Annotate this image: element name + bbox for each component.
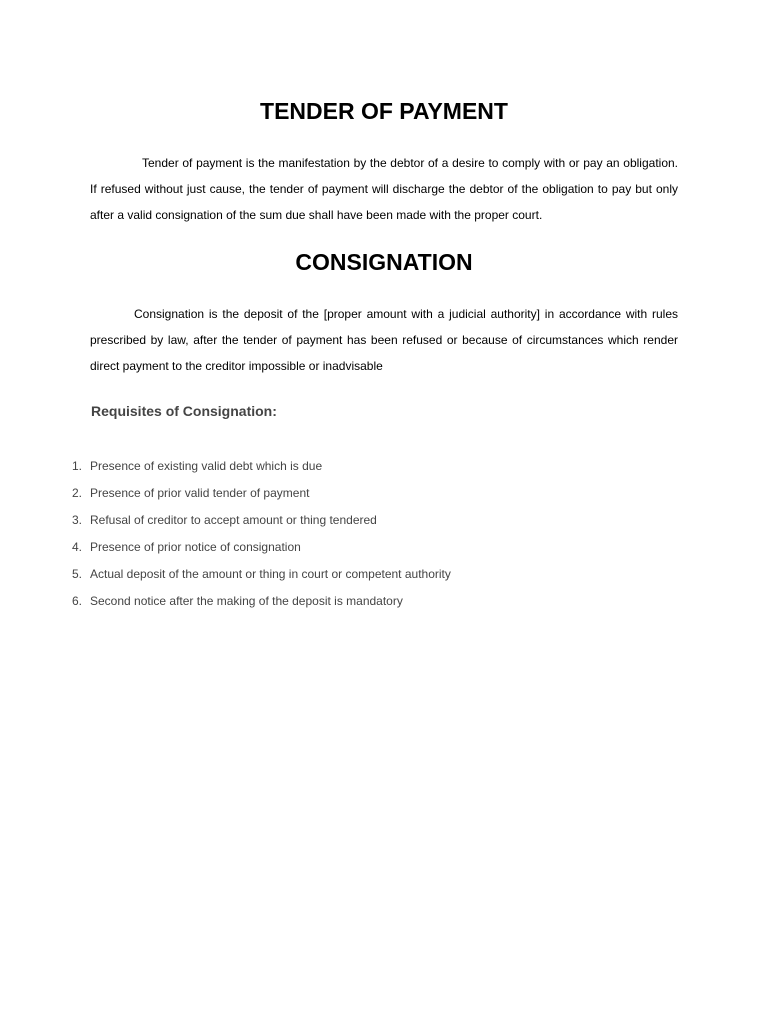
list-item-number: 5.: [71, 567, 82, 581]
list-item-text: Presence of existing valid debt which is due: [90, 459, 323, 473]
list-item-number: 3.: [71, 513, 82, 527]
list-item: [0, 456, 768, 483]
list-item: [0, 537, 768, 564]
list-item-number: 2.: [71, 486, 82, 500]
list-item-number: 6.: [71, 594, 82, 608]
list-item-number: 1.: [71, 459, 82, 473]
list-item: [0, 483, 768, 510]
list-item: [0, 591, 768, 618]
consignation-paragraph-text: Consignation is the deposit of the [proper amount with a judicial authority] in accordance with rules prescribed by law, after the tender of payment has been refused or because of circumstances which render direct payment to the creditor impossible or inadvisable: [90, 307, 678, 373]
list-item-text: Refusal of creditor to accept amount or thing tendered: [90, 513, 377, 527]
consignation-paragraph: [90, 301, 678, 379]
tender-paragraph: [90, 150, 678, 228]
list-item-text: Presence of prior notice of consignation: [90, 540, 301, 554]
page-title: TENDER OF PAYMENT: [260, 98, 508, 124]
list-item: [0, 564, 768, 591]
consignation-title: CONSIGNATION: [295, 249, 473, 275]
list-item-text: Second notice after the making of the deposit is mandatory: [90, 594, 403, 608]
list-item: [0, 510, 768, 537]
requisites-title: Requisites of Consignation:: [91, 403, 277, 419]
requisites-list: [0, 456, 768, 618]
list-item-text: Actual deposit of the amount or thing in court or competent authority: [90, 567, 451, 581]
list-item-text: Presence of prior valid tender of payment: [90, 486, 310, 500]
tender-paragraph-text: Tender of payment is the manifestation by the debtor of a desire to comply with or pay an obligation. If refused without just cause, the tender of payment will discharge the debtor of the obligation to pay but only after a valid consignation of the sum due shall have been made with the proper court.: [90, 156, 678, 222]
list-item-number: 4.: [71, 540, 82, 554]
